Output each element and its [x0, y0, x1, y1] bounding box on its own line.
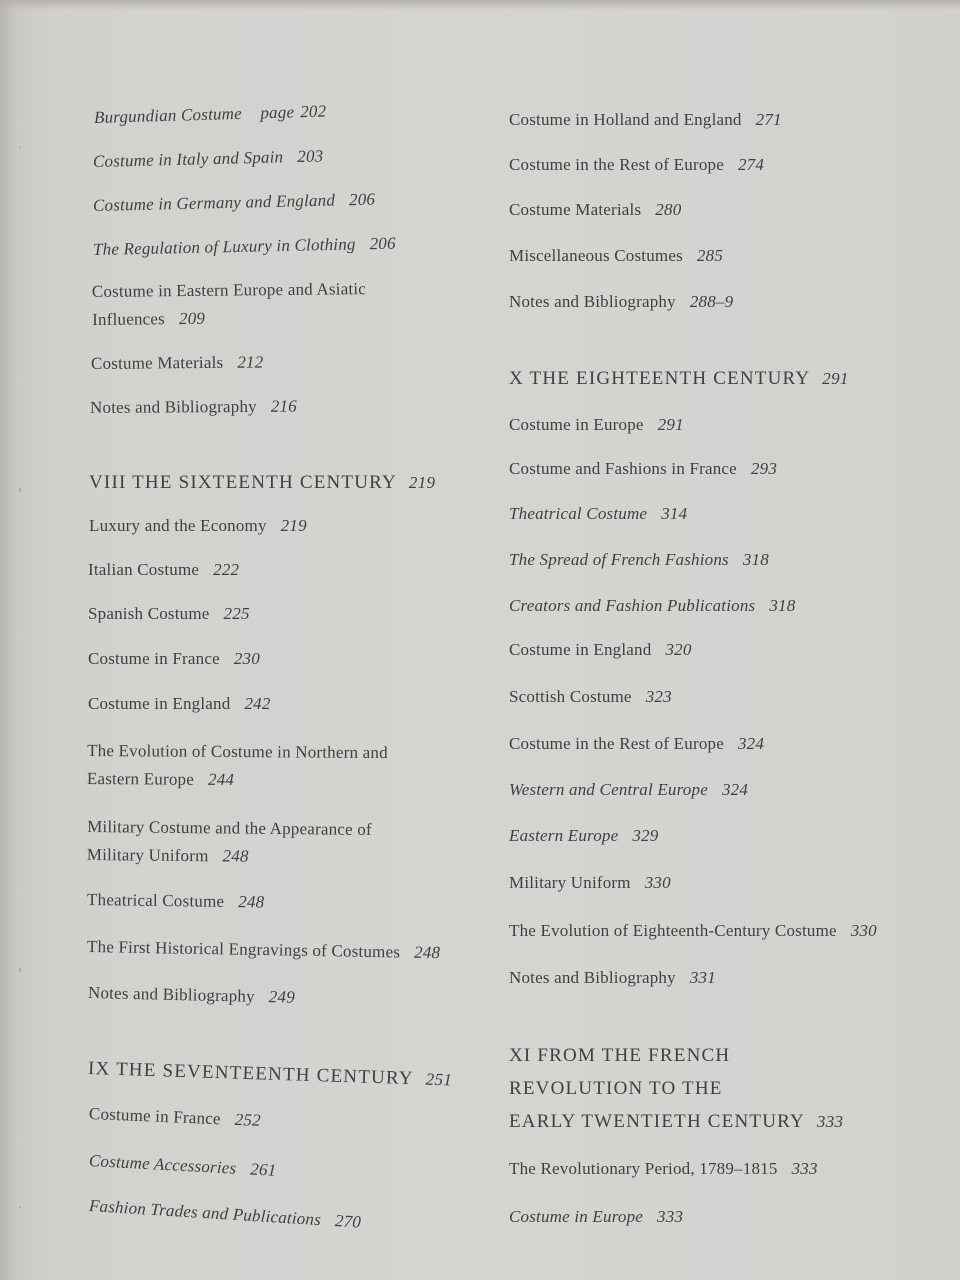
entry-page: 212	[237, 352, 264, 372]
entry-page: 330	[644, 873, 671, 892]
entry-page: 274	[737, 155, 765, 174]
entry-title: Notes and Bibliography	[89, 396, 257, 417]
toc-entry	[88, 979, 296, 1012]
entry-title: Costume in Italy and Spain	[92, 147, 284, 171]
entry-title: Costume in the Rest of Europe	[509, 734, 724, 753]
entry-title: Military Costume and the Appearance of	[87, 817, 372, 839]
toc-entry	[509, 546, 769, 574]
entry-title: Costume in France	[88, 1104, 222, 1129]
chapter-page: 251	[425, 1069, 453, 1090]
toc-entry	[509, 242, 723, 270]
toc-entry	[509, 106, 782, 134]
toc-entry	[88, 645, 260, 673]
entry-page: 242	[244, 694, 271, 713]
entry-page: 206	[369, 233, 396, 254]
entry-page: 288–9	[689, 292, 734, 311]
toc-entry	[93, 186, 376, 220]
entry-title: Theatrical Costume	[509, 504, 648, 523]
toc-entry	[509, 288, 733, 316]
entry-title: Scottish Costume	[509, 687, 632, 706]
entry-page: 323	[645, 687, 672, 706]
entry-page: 320	[665, 640, 692, 659]
toc-entry	[509, 411, 684, 439]
entry-title: Costume and Fashions in France	[509, 459, 737, 478]
entry-title: The Revolutionary Period, 1789–1815	[509, 1159, 778, 1178]
chapter-title: X THE EIGHTEENTH CENTURY	[509, 368, 811, 389]
chapter-heading	[89, 466, 435, 499]
chapter-title: IX THE SEVENTEENTH CENTURY	[87, 1058, 415, 1090]
toc-entry	[509, 455, 777, 483]
entry-title: Fashion Trades and Publications	[88, 1196, 322, 1230]
entry-title: Western and Central Europe	[509, 780, 708, 799]
chapter-title-cont: REVOLUTION TO THE	[509, 1078, 723, 1099]
gutter-mark: ·	[18, 1200, 22, 1214]
toc-entry	[88, 690, 271, 718]
entry-page: 249	[268, 987, 296, 1007]
entry-page: 244	[207, 769, 235, 790]
entry-title: The Spread of French Fashions	[509, 550, 729, 569]
toc-entry	[87, 886, 265, 916]
toc-entry	[93, 142, 324, 176]
toc-entry	[509, 917, 877, 945]
page-top-edge	[0, 0, 960, 10]
chapter-heading	[509, 1039, 843, 1138]
toc-entry	[509, 730, 764, 758]
entry-page: 248	[413, 942, 441, 963]
toc-entry	[509, 196, 681, 224]
entry-page: 261	[249, 1159, 277, 1180]
entry-page: 209	[178, 308, 206, 329]
entry-title: Costume Materials	[90, 352, 224, 373]
entry-title: Costume in Eastern Europe and Asiatic	[91, 279, 367, 302]
entry-title-cont: Eastern Europe	[86, 768, 195, 789]
toc-entry	[509, 869, 671, 897]
entry-page: 203	[297, 146, 324, 167]
entry-title: The Regulation of Luxury in Clothing	[92, 234, 356, 259]
entry-page: 216	[270, 396, 297, 416]
entry-page: 219	[280, 516, 307, 535]
entry-title: Luxury and the Economy	[89, 516, 267, 535]
chapter-page: 219	[408, 473, 436, 492]
toc-entry	[88, 556, 239, 584]
chapter-title: XI FROM THE FRENCH	[509, 1045, 731, 1066]
entry-page: 206	[348, 189, 376, 210]
toc-entry	[509, 151, 764, 179]
entry-title: The First Historical Engravings of Costumes	[86, 937, 401, 962]
entry-title: Costume in France	[88, 649, 220, 668]
chapter-title: VIII THE SIXTEENTH CENTURY	[89, 472, 397, 493]
entry-title: Italian Costume	[88, 560, 200, 579]
toc-entry	[509, 1155, 818, 1183]
entry-title: Eastern Europe	[509, 826, 619, 845]
entry-page: 248	[222, 846, 249, 866]
toc-entry	[88, 600, 250, 628]
entry-title: The Evolution of Costume in Northern and	[87, 741, 388, 763]
entry-title: Costume in England	[88, 694, 231, 713]
entry-page: 293	[750, 459, 778, 478]
entry-page: 331	[689, 968, 716, 987]
toc-entry	[93, 230, 396, 264]
entry-title: Notes and Bibliography	[87, 983, 256, 1006]
toc-entry	[509, 636, 692, 664]
entry-page: 318	[769, 596, 796, 615]
entry-page: 314	[661, 504, 688, 523]
entry-title: Spanish Costume	[88, 604, 210, 623]
chapter-heading	[509, 362, 849, 395]
entry-page: 324	[737, 734, 765, 753]
entry-page: 280	[655, 200, 682, 219]
entry-page: 252	[234, 1109, 262, 1130]
chapter-title-cont: EARLY TWENTIETH CENTURY	[509, 1111, 805, 1132]
toc-entry	[509, 500, 687, 528]
entry-title: Costume in Europe	[509, 415, 644, 434]
entry-title: Costume in Holland and England	[509, 110, 742, 129]
toc-entry	[87, 813, 372, 872]
entry-title: Costume Materials	[509, 200, 642, 219]
toc-entry	[94, 98, 327, 132]
entry-title: The Evolution of Eighteenth-Century Costume	[509, 921, 837, 940]
toc-entry	[509, 683, 672, 711]
entry-title: Theatrical Costume	[86, 890, 225, 911]
entry-title: Costume in Germany and England	[92, 190, 336, 215]
toc-entry	[509, 776, 748, 804]
entry-page: 333	[657, 1207, 684, 1226]
entry-page: 329	[632, 826, 659, 845]
toc-entry	[92, 275, 367, 334]
entry-page: 324	[721, 780, 749, 799]
entry-title: Costume in England	[509, 640, 652, 659]
entry-title: Costume in Europe	[509, 1207, 644, 1226]
entry-page: 271	[755, 110, 782, 129]
entry-title: Costume in the Rest of Europe	[509, 155, 724, 174]
toc-entry	[509, 1203, 683, 1231]
entry-page: 291	[657, 415, 684, 434]
toc-entry	[89, 512, 307, 540]
entry-page: 225	[223, 604, 250, 623]
gutter-mark: ›	[18, 482, 22, 496]
entry-page: 285	[696, 246, 724, 265]
gutter-mark: ›	[18, 962, 22, 976]
entry-page: 318	[742, 550, 769, 569]
toc-entry	[91, 348, 264, 378]
entry-title: Costume Accessories	[88, 1151, 237, 1178]
entry-title-cont: Influences	[92, 309, 166, 329]
toc-entry	[87, 737, 388, 795]
entry-page: 248	[238, 892, 265, 912]
entry-page: 333	[791, 1159, 818, 1178]
entry-page: page 202	[260, 101, 327, 123]
toc-entry	[509, 822, 658, 850]
entry-title: Military Uniform	[509, 873, 631, 892]
chapter-page: 291	[822, 369, 849, 388]
gutter-mark: ·	[18, 140, 22, 154]
entry-title: Notes and Bibliography	[509, 968, 676, 987]
toc-entry	[88, 1147, 277, 1185]
toc-entry	[87, 933, 441, 967]
entry-title: Creators and Fashion Publications	[509, 596, 756, 615]
entry-title: Notes and Bibliography	[509, 292, 676, 311]
chapter-heading	[87, 1052, 452, 1096]
toc-entry	[88, 1100, 261, 1135]
entry-page: 230	[233, 649, 260, 668]
entry-title: Burgundian Costume	[93, 103, 243, 127]
entry-page: 270	[334, 1211, 362, 1232]
entry-page: 222	[213, 560, 240, 579]
toc-entry	[509, 592, 795, 620]
chapter-page: 333	[816, 1112, 844, 1131]
entry-title-cont: Military Uniform	[86, 844, 209, 866]
toc-entry	[90, 393, 297, 422]
entry-title: Miscellaneous Costumes	[509, 246, 683, 265]
entry-page: 330	[850, 921, 877, 940]
toc-entry	[509, 964, 716, 992]
toc-entry	[88, 1192, 362, 1237]
